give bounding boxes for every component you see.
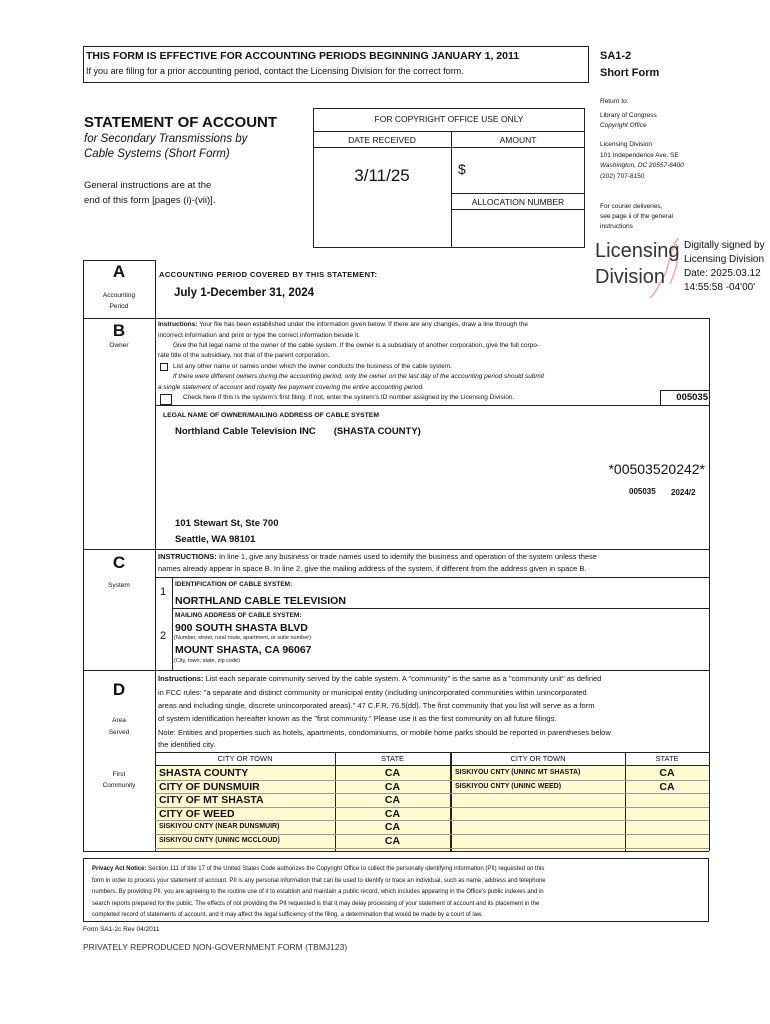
first-filing-text: Check here if this is the system's first filing. If not, enter the system's ID number assigned by the Licensing Division.	[183, 394, 515, 401]
form-type: Short Form	[600, 67, 660, 79]
system-instructions-text: names already appear in space B. In line 2, give the mailing address of the system, if different from the address given in space B.	[158, 564, 587, 573]
return-line: Copyright Office	[600, 122, 647, 129]
owner-instructions-label: Instructions:	[158, 321, 198, 328]
col-state2-header: STATE	[655, 754, 679, 763]
area-instructions-text: of system identification hereafter known as the "first community." Please use it as the first community on all future filings.	[158, 714, 557, 723]
community-city[interactable]: SISKIYOU CNTY (UNINC MCCLOUD)	[159, 837, 280, 844]
filing-code-1: 005035	[629, 487, 656, 496]
courier-line: see page ii of the general	[600, 213, 673, 220]
owner-instructions-text: incorrect information and print or type the correct information beside it.	[158, 332, 360, 339]
general-instructions-1: General instructions are at the	[84, 180, 212, 191]
system-street[interactable]: 900 SOUTH SHASTA BLVD	[175, 622, 308, 634]
section-d-letter: D	[112, 680, 126, 699]
title-sub-1: for Secondary Transmissions by	[84, 133, 248, 145]
signature-big-2: Division	[595, 266, 666, 288]
owner-instructions-text: rate title of the subsidiary, not that of the parent corporation.	[158, 352, 330, 359]
section-a-label: Accounting	[102, 292, 136, 299]
system-city[interactable]: MOUNT SHASTA, CA 96067	[175, 644, 312, 656]
privacy-text: numbers. By providing PII, you are agreeing to the routine use of it to establish and maintain a public record, which includes appearing in the Office's public indexes and in	[92, 889, 544, 895]
general-instructions-2: end of this form [pages (i)-(vii)].	[84, 195, 216, 206]
mailing-address-label: MAILING ADDRESS OF CABLE SYSTEM:	[175, 612, 302, 619]
other-names-checkbox[interactable]	[160, 363, 168, 371]
courier-line: instructions	[600, 223, 633, 230]
area-instructions-text: Note: Entities and properties such as hotels, apartments, condominiums, or mobile home parks should be reported in parentheses below	[158, 728, 611, 737]
area-instructions-text: in FCC rules: "a separate and distinct community or municipal entity (including unincorporated communities within unincorporated	[158, 688, 587, 697]
system-instructions-label: INSTRUCTIONS:	[158, 552, 217, 561]
community-state[interactable]: CA	[384, 835, 401, 847]
owner-instructions-text: a single statement of account and royalty fee payment covering the entire accounting period.	[158, 384, 424, 391]
area-instructions-text: areas and including single, discrete unincorporated areas)." 47 C.F.R. 76.5(dd). The first community that you list will serve as a form	[158, 701, 595, 710]
allocation-number-label: ALLOCATION NUMBER	[471, 197, 565, 207]
area-instructions-label: Instructions:	[158, 674, 204, 683]
signature-detail: Licensing Division	[684, 254, 765, 265]
section-a-label: Period	[109, 303, 129, 310]
form-id: SA1-2	[600, 50, 632, 62]
system-instructions	[158, 552, 597, 562]
privacy-notice	[92, 864, 546, 922]
col-city2-header: CITY OR TOWN	[510, 754, 566, 763]
return-line: (202) 707-8150	[600, 173, 645, 180]
community-city[interactable]: CITY OF DUNSMUIR	[159, 780, 260, 793]
owner-instructions-text: If there were different owners during the accounting period, only the owner on the last day of the accounting period should submit	[173, 373, 545, 380]
page-title: STATEMENT OF ACCOUNT	[84, 114, 278, 131]
section-d-label: Area	[112, 717, 126, 724]
area-instructions	[158, 674, 601, 684]
filing-code-2: 2024/2	[671, 488, 696, 497]
signature-big-1: Licensing	[595, 240, 680, 262]
amount-dollar: $	[458, 161, 466, 177]
section-a-letter: A	[112, 262, 126, 281]
signature-detail: Date: 2025.03.12	[684, 268, 761, 279]
return-to-label: Return to:	[600, 98, 629, 105]
community-city[interactable]: SISKIYOU CNTY (UNINC WEED)	[455, 782, 562, 790]
area-instructions-text: List each separate community served by the cable system. A "community" is the same as a "community unit" as defined	[203, 674, 602, 683]
accounting-period-value: July 1-December 31, 2024	[174, 287, 315, 299]
line-1-number: 1	[160, 586, 167, 598]
community-state[interactable]: CA	[384, 767, 401, 779]
section-b-letter: B	[112, 321, 126, 340]
section-c-label: System	[108, 582, 130, 589]
privacy-text: completed record of statements of account, and it may affect the legal sufficiency of the filing, a determination that would be made by a court of law.	[92, 912, 483, 918]
owner-name-text: Northland Cable Television INC	[175, 426, 316, 437]
community-city[interactable]: SISKIYOU CNTY (NEAR DUNSMUIR)	[159, 823, 280, 831]
form-revision: Form SA1-2c Rev 04/2011	[83, 926, 160, 933]
effective-notice: THIS FORM IS EFFECTIVE FOR ACCOUNTING PERIODS BEGINNING JANUARY 1, 2011	[86, 50, 520, 62]
section-d-label: Served	[108, 729, 130, 736]
private-reproduction-notice: PRIVATELY REPRODUCED NON-GOVERNMENT FORM (TBMJ123)	[83, 942, 348, 952]
col-state-header: STATE	[380, 754, 405, 763]
privacy-label: Privacy Act Notice:	[92, 866, 147, 872]
community-state[interactable]: CA	[384, 794, 401, 807]
barcode-text: *00503520242*	[608, 461, 705, 477]
section-b-label: Owner	[109, 342, 129, 349]
signature-detail: Digitally signed by	[684, 240, 765, 251]
return-line: Washington, DC 20557-6400	[600, 162, 684, 169]
date-received-label: DATE RECEIVED	[348, 135, 416, 145]
system-id-number[interactable]: 005035	[676, 392, 708, 403]
amount-label: AMOUNT	[499, 135, 537, 145]
section-c-letter: C	[112, 553, 126, 572]
privacy-text: form in order to process your statement of account. PII is any personal information that can be used to identify or trace an individual, such as name, address and telephone	[92, 877, 546, 884]
date-received-value: 3/11/25	[354, 166, 410, 185]
community-state[interactable]: CA	[384, 821, 401, 834]
community-state[interactable]: CA	[659, 767, 675, 779]
area-instructions-text: the identified city.	[158, 740, 216, 749]
col-city-header: CITY OR TOWN	[217, 754, 273, 763]
owner-county-text: (SHASTA COUNTY)	[333, 426, 421, 437]
office-use-heading: FOR COPYRIGHT OFFICE USE ONLY	[374, 114, 524, 124]
privacy-text: Section 111 of title 17 of the United States Code authorizes the Copyright Office to collect the personally identifying information (PII) requested on this	[146, 866, 545, 872]
prior-period-notice: If you are filing for a prior accounting period, contact the Licensing Division for the correct form.	[86, 66, 464, 76]
title-sub-2: Cable Systems (Short Form)	[84, 148, 230, 160]
city-hint: (City, town, state, zip code)	[174, 658, 240, 664]
line-2-number: 2	[160, 630, 167, 642]
privacy-text: search reports prepared for the public. The effects of not providing the PII requested is that it may delay processing of your statement of account and its placement in the	[92, 900, 540, 907]
return-line: Library of Congress	[600, 112, 657, 119]
system-id-label: IDENTIFICATION OF CABLE SYSTEM:	[175, 581, 293, 588]
owner-address-1[interactable]: 101 Stewart St, Ste 700	[175, 518, 279, 529]
community-city[interactable]: SISKIYOU CNTY (UNINC MT SHASTA)	[455, 769, 581, 776]
community-city[interactable]: CITY OF WEED	[159, 807, 235, 820]
signature-detail: 14:55:58 -04'00'	[684, 282, 756, 293]
first-filing-checkbox[interactable]	[160, 394, 172, 405]
legal-name-label: LEGAL NAME OF OWNER/MAILING ADDRESS OF CABLE SYSTEM	[163, 412, 379, 419]
courier-line: For courier deliveries,	[600, 203, 663, 210]
system-id-value[interactable]: NORTHLAND CABLE TELEVISION	[175, 595, 346, 607]
owner-address-2[interactable]: Seattle, WA 98101	[175, 534, 256, 545]
owner-name[interactable]	[175, 426, 421, 437]
table-row-divider	[155, 848, 709, 849]
return-line: 101 Independence Ave. SE	[600, 152, 679, 159]
first-community-label: First	[112, 771, 126, 778]
street-hint: (Number, street, rural route, apartment, or suite number)	[174, 635, 311, 641]
community-state[interactable]: CA	[384, 780, 401, 793]
owner-instructions-text: List any other name or names under which the owner conducts the business of the cable system.	[173, 363, 452, 370]
return-line: Licensing Division	[600, 141, 653, 148]
community-state[interactable]: CA	[384, 807, 401, 820]
first-community-label: Community	[102, 782, 136, 789]
owner-instructions-text: Give the full legal name of the owner of the cable system. If the owner is a subsidiary of another corporation, give the full corpo-	[173, 342, 539, 349]
owner-instructions-text: Your file has been established under the information given below. If there are any changes, draw a line through the	[197, 321, 529, 328]
system-instructions-text: In line 1, give any business or trade names used to identify the business and operation of the system unless these	[216, 552, 597, 561]
accounting-period-heading: ACCOUNTING PERIOD COVERED BY THIS STATEMENT:	[159, 270, 378, 279]
owner-instructions	[158, 320, 708, 329]
community-city[interactable]: CITY OF MT SHASTA	[159, 794, 264, 807]
community-state[interactable]: CA	[659, 780, 675, 793]
community-city[interactable]: SHASTA COUNTY	[159, 767, 249, 779]
